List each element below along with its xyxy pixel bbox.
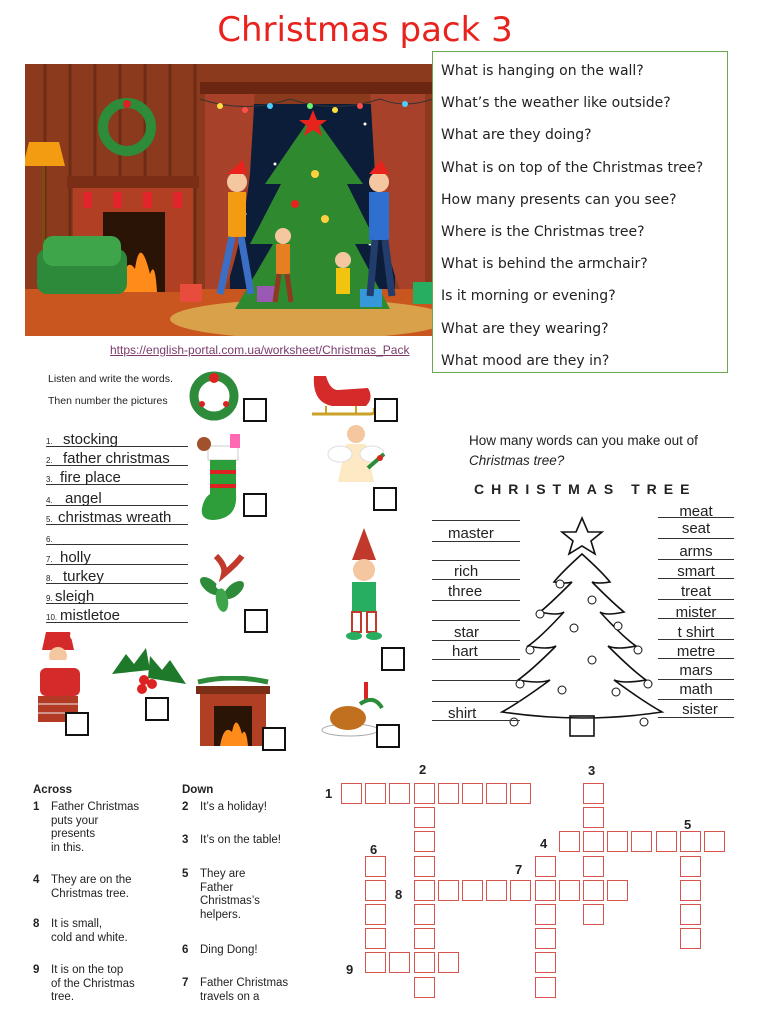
crossword-cell[interactable] [414,880,435,901]
picture-number-box[interactable] [243,493,267,517]
question-item: How many presents can you see? [441,191,677,208]
answer-line[interactable]: 4. angel [46,488,188,506]
crossword-cell[interactable] [462,783,483,804]
crossword-cell[interactable] [414,904,435,925]
listen-instruction: Listen and write the words. [48,373,173,385]
crossword-number: 4 [540,836,548,851]
across-clue-1: 1 Father Christmas puts your presents in this. [33,801,140,854]
picture-number-box[interactable] [374,398,398,422]
picture-number-box[interactable] [145,697,169,721]
answer-line[interactable]: 6. [46,527,188,545]
crossword-cell[interactable] [389,952,410,973]
left-word: master [448,525,494,542]
picture-number-box[interactable] [244,609,268,633]
crossword-cell[interactable] [414,807,435,828]
question-item: What mood are they in? [441,352,610,369]
across-heading: Across [33,784,72,796]
question-item: Is it morning or evening? [441,288,616,305]
right-word: t shirt [677,624,715,641]
crossword-cell[interactable] [414,928,435,949]
crossword-cell[interactable] [680,831,701,852]
down-clue-7: 7 Father Christmas travels on a [182,977,289,1003]
crossword-cell[interactable] [510,783,531,804]
crossword-cell[interactable] [486,880,507,901]
crossword-number: 8 [395,887,403,902]
right-word: arms [679,543,713,560]
right-word: mars [679,662,713,679]
word-line[interactable] [432,701,520,702]
answer-line[interactable]: 7. holly [46,547,188,565]
picture-number-box[interactable] [65,712,89,736]
crossword-number: 5 [684,817,692,832]
mistletoe-picture [190,546,264,616]
down-clue-6: 6 Ding Dong! [182,944,258,956]
crossword-cell[interactable] [607,880,628,901]
crossword-cell[interactable] [365,856,386,877]
crossword-cell[interactable] [583,831,604,852]
crossword-cell[interactable] [438,880,459,901]
left-word: rich [454,563,479,580]
word-line[interactable] [432,680,520,681]
crossword-cell[interactable] [680,928,701,949]
crossword-cell[interactable] [486,783,507,804]
crossword-cell[interactable] [510,880,531,901]
crossword-cell[interactable] [414,977,435,998]
picture-number-box[interactable] [243,398,267,422]
crossword-cell[interactable] [414,856,435,877]
across-clue-9: 9 It is on the top of the Christmas tree. [33,964,135,1003]
crossword-cell[interactable] [535,928,556,949]
answer-line[interactable]: 2. father christmas [46,448,188,466]
question-item: What are they wearing? [441,320,609,337]
crossword-cell[interactable] [414,952,435,973]
picture-number-box[interactable] [381,647,405,671]
down-clue-3: 3 It’s on the table! [182,834,281,846]
crossword-cell[interactable] [535,977,556,998]
crossword-cell[interactable] [535,904,556,925]
crossword-number: 7 [515,862,523,877]
crossword-cell[interactable] [535,856,556,877]
word-line[interactable] [432,560,520,561]
holly-picture [106,640,192,700]
discussion-questions-box [432,51,728,373]
crossword-cell[interactable] [631,831,652,852]
down-heading: Down [182,784,214,796]
question-item: What is behind the armchair? [441,256,648,273]
question-item: What is hanging on the wall? [441,63,644,79]
word-line[interactable] [432,520,520,521]
crossword-cell[interactable] [535,880,556,901]
right-word: metre [676,643,716,660]
crossword-cell[interactable] [438,783,459,804]
crossword-cell[interactable] [583,807,604,828]
crossword-cell[interactable] [583,783,604,804]
answer-line[interactable]: 5. christmas wreath [46,507,188,525]
left-word: shirt [448,705,477,722]
right-word: sister [682,701,718,718]
crossword-cell[interactable] [365,904,386,925]
right-word: mister [675,604,717,621]
elf-picture [334,528,394,648]
source-link[interactable]: https://english-portal.com.ua/worksheet/Christmas_Pack [110,343,410,357]
answer-word: father christmas [63,450,170,467]
crossword-cell[interactable] [365,952,386,973]
answer-word: sleigh [55,588,95,605]
number-instruction: Then number the pictures [48,395,168,407]
christmas-living-room-illustration [25,64,433,336]
answer-line[interactable]: 3. fire place [46,467,188,485]
christmas-tree-banner: CHRISTMAS TREE [474,481,697,497]
wreath-picture [186,366,246,426]
right-word: treat [680,583,711,600]
crossword-cell[interactable] [365,928,386,949]
word-line[interactable] [658,679,734,680]
question-item: What’s the weather like outside? [441,95,671,112]
crossword-cell[interactable] [559,831,580,852]
word-line[interactable] [432,620,520,621]
crossword-cell[interactable] [341,783,362,804]
answer-word: stocking [63,431,119,448]
crossword-cell[interactable] [583,904,604,925]
crossword-cell[interactable] [680,904,701,925]
answer-line[interactable]: 1. stocking [46,429,188,447]
answer-line[interactable]: 9. sleigh [46,586,188,604]
answer-word: mistletoe [60,607,121,624]
crossword-number: 9 [346,962,354,977]
crossword-cell[interactable] [365,880,386,901]
question-item: What is on top of the Christmas tree? [441,159,704,176]
crossword-cell[interactable] [438,952,459,973]
crossword-cell[interactable] [365,783,386,804]
across-clue-8: 8 It is small, cold and white. [33,918,128,944]
crossword-cell[interactable] [607,831,628,852]
picture-number-box[interactable] [373,487,397,511]
question-item: What are they doing? [441,127,592,144]
across-clue-4: 4 They are on the Christmas tree. [33,874,132,900]
word-line[interactable] [658,538,734,539]
crossword-cell[interactable] [704,831,725,852]
crossword-cell[interactable] [389,783,410,804]
father-christmas-picture [24,628,92,724]
crossword-cell[interactable] [535,952,556,973]
crossword-cell[interactable] [583,856,604,877]
answer-word: christmas wreath [58,509,172,526]
crossword-number: 1 [325,786,333,801]
right-word: meat [679,503,713,520]
left-word: star [454,624,480,641]
crossword-cell[interactable] [680,856,701,877]
question-item: Where is the Christmas tree? [441,223,645,240]
word-line[interactable] [658,699,734,700]
christmas-tree-outline [492,512,670,740]
left-word: hart [452,643,478,660]
crossword-cell[interactable] [680,880,701,901]
words-question: How many words can you make out of Christmas tree? [469,433,698,468]
picture-number-box[interactable] [376,724,400,748]
crossword-number: 3 [588,763,596,778]
crossword-cell[interactable] [462,880,483,901]
crossword-cell[interactable] [414,783,435,804]
answer-line[interactable]: 8. turkey [46,566,188,584]
crossword-number: 2 [419,762,427,777]
left-word: three [448,583,483,600]
answer-word: turkey [63,568,104,585]
down-clue-5: 5 They are Father Christmas’s helpers. [182,868,260,921]
answer-line[interactable]: 10. mistletoe [46,605,188,623]
word-line[interactable] [432,600,520,601]
sleigh-picture [308,368,376,420]
crossword-cell[interactable] [414,831,435,852]
picture-number-box[interactable] [262,727,286,751]
right-word: math [679,681,713,698]
down-clue-2: 2 It’s a holiday! [182,801,267,813]
crossword-cell[interactable] [656,831,677,852]
crossword-cell[interactable] [583,880,604,901]
crossword-cell[interactable] [559,880,580,901]
right-word: smart [677,563,715,580]
angel-picture [322,420,388,492]
right-word: seat [681,520,711,537]
answer-word: holly [60,549,91,566]
answer-word: angel [65,490,102,507]
page-title: Christmas pack 3 [217,10,513,50]
crossword-number: 6 [370,842,378,857]
answer-word: fire place [60,469,121,486]
